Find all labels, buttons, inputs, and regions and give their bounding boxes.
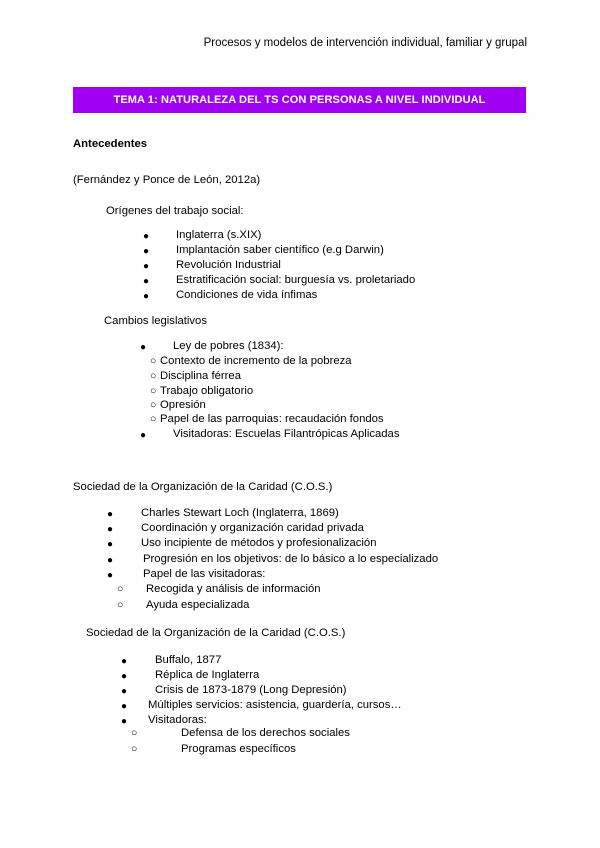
list-item: Implantación saber científico (e.g Darwin)	[176, 244, 384, 256]
bullet-icon: ●	[121, 686, 128, 697]
bullet-icon: ●	[140, 430, 147, 441]
circle-bullet-icon: ○	[117, 583, 124, 595]
section-title: Sociedad de la Organización de la Caridad (C.O.S.)	[86, 627, 346, 639]
circle-bullet-icon: ○	[150, 399, 157, 411]
list-item: Ley de pobres (1834):	[173, 340, 284, 352]
list-item: Uso incipiente de métodos y profesionalización	[141, 537, 377, 549]
section-heading: Antecedentes	[73, 138, 148, 150]
bullet-icon: ●	[143, 231, 150, 242]
sub-list-item: Trabajo obligatorio	[160, 385, 254, 397]
list-item: Progresión en los objetivos: de lo básico a lo especializado	[143, 553, 439, 565]
list-item: Estratificación social: burguesía vs. proletariado	[176, 274, 416, 286]
sub-list-item: Programas específicos	[181, 743, 296, 755]
bullet-icon: ●	[107, 570, 114, 581]
section-title: Sociedad de la Organización de la Caridad (C.O.S.)	[73, 481, 333, 493]
list-item: Coordinación y organización caridad privada	[141, 522, 364, 534]
bullet-icon: ●	[143, 276, 150, 287]
list-item: Múltiples servicios: asistencia, guardería, cursos…	[148, 699, 402, 711]
list-item: Crisis de 1873-1879 (Long Depresión)	[155, 684, 347, 696]
bullet-icon: ●	[143, 246, 150, 257]
bullet-icon: ●	[143, 261, 150, 272]
list-item: Réplica de Inglaterra	[155, 669, 260, 681]
bullet-icon: ●	[121, 716, 128, 727]
bullet-icon: ●	[121, 671, 128, 682]
circle-bullet-icon: ○	[150, 413, 157, 425]
sub-list-item: Defensa de los derechos sociales	[181, 727, 350, 739]
circle-bullet-icon: ○	[150, 370, 157, 382]
list-item: Revolución Industrial	[176, 259, 281, 271]
bullet-icon: ●	[107, 524, 114, 535]
circle-bullet-icon: ○	[117, 599, 124, 611]
list-item: Visitadoras:	[148, 714, 207, 726]
sub-list-item: Ayuda especializada	[146, 599, 250, 611]
circle-bullet-icon: ○	[150, 385, 157, 397]
bullet-icon: ●	[140, 342, 147, 353]
bullet-icon: ●	[107, 509, 114, 520]
list-item: Charles Stewart Loch (Inglaterra, 1869)	[141, 507, 339, 519]
legislative-title: Cambios legislativos	[104, 315, 207, 327]
bullet-icon: ●	[121, 701, 128, 712]
circle-bullet-icon: ○	[131, 727, 138, 739]
list-item: Papel de las visitadoras:	[143, 568, 266, 580]
list-item: Condiciones de vida ínfimas	[176, 289, 318, 301]
circle-bullet-icon: ○	[150, 355, 157, 367]
sub-list-item: Recogida y análisis de información	[146, 583, 321, 595]
list-item: Buffalo, 1877	[155, 654, 222, 666]
bullet-icon: ●	[107, 555, 114, 566]
origins-title: Orígenes del trabajo social:	[106, 205, 244, 217]
sub-list-item: Disciplina férrea	[160, 370, 241, 382]
sub-list-item: Contexto de incremento de la pobreza	[160, 355, 352, 367]
document-header: Procesos y modelos de intervención individual, familiar y grupal	[203, 37, 527, 49]
circle-bullet-icon: ○	[131, 743, 138, 755]
sub-list-item: Papel de las parroquias: recaudación fondos	[160, 413, 384, 425]
bullet-icon: ●	[143, 291, 150, 302]
bullet-icon: ●	[121, 656, 128, 667]
list-item: Visitadoras: Escuelas Filantrópicas Aplicadas	[173, 428, 400, 440]
list-item: Inglaterra (s.XIX)	[176, 229, 262, 241]
bullet-icon: ●	[107, 539, 114, 550]
sub-list-item: Opresión	[160, 399, 206, 411]
chapter-banner: TEMA 1: NATURALEZA DEL TS CON PERSONAS A NIVEL INDIVIDUAL	[73, 87, 526, 113]
citation: (Fernández y Ponce de León, 2012a)	[73, 174, 261, 186]
